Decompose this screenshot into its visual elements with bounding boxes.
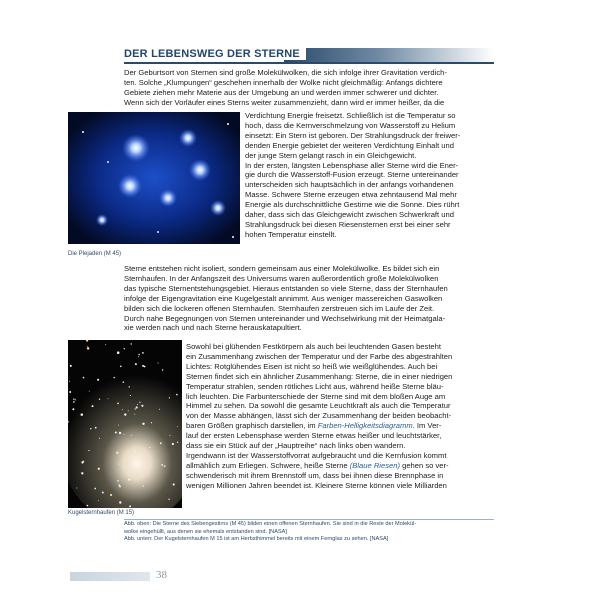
- globular-cluster-image: [68, 340, 182, 508]
- text-line: Der Geburtsort von Sternen sind große Molekülwolken, die sich infolge ihrer Gravitation verdich-: [124, 68, 447, 77]
- text-line: infolge der Eigengravitation eine Kugelgestalt annimmt. Aus weniger massereichen Gaswolken: [124, 293, 443, 303]
- text-line: wenigen Millionen Jahren beendet ist. Kleinere Sterne können viele Milliarden: [186, 480, 447, 490]
- text-line: In der ersten, längsten Lebensphase aller Sterne wird die Ener-: [245, 160, 459, 170]
- paragraph-clusters: [124, 264, 494, 333]
- text-line: ten. Solche „Klumpungen“ geschehen innerhalb der Wolke nicht gleichmäßig: Anfangs dichtere: [124, 77, 443, 87]
- text-line: Lichtes: Rotglühendes Eisen ist nicht so heiß wie weißglühendes. Auch bei: [186, 361, 438, 371]
- text-line: lauf der ersten Lebensphase werden Sterne etwas heißer und leuchtstärker,: [186, 431, 442, 441]
- text-line: Durch nahe Begegnungen von Sternen untereinander und Wechselwirkung mit der Heimatgala-: [124, 313, 446, 323]
- text-line: bilden sich die lockeren offenen Sternhaufen. Sternhaufen zerstreuen sich im Laufe der Zeit.: [124, 303, 435, 313]
- text-line: schwenderisch mit ihrem Brennstoff um, dass bei ihnen diese Brennphase in: [186, 470, 444, 480]
- text-line: Sternhaufen. In der Anfangszeit des Universums waren außerordentlich große Molekülwolken: [124, 273, 439, 283]
- text-line: Gebiete ziehen mehr Materie aus der Umgebung an und werden immer schwerer und dichter.: [124, 87, 439, 97]
- term-color-magnitude-diagram[interactable]: Farben-Helligkeitsdiagramm: [317, 421, 413, 431]
- figure-footnotes: [124, 521, 494, 544]
- text-line: Masse. Schwere Sterne erzeugen etwa zehntausend Mal mehr: [245, 190, 457, 200]
- footnote-above-line: wolke eingehüllt, aus denen sie ehemals entstanden sind. [NASA]: [124, 528, 287, 535]
- text-fragment: gehen so ver-: [400, 460, 449, 470]
- term-blue-giants[interactable]: (Blaue Riesen): [349, 460, 400, 470]
- caption-cluster: Kugelsternhaufen (M 15): [68, 510, 135, 516]
- text-line: Sterne entstehen nicht isoliert, sondern gemeinsam aus einer Molekülwolke. Es bildet sich ein: [124, 264, 440, 273]
- text-line: ein Zusammenhang zwischen der Temperatur und der Farbe des abgestrahlten: [186, 351, 453, 361]
- text-line: Sternen findet sich ein ähnlicher Zusammenhang: Sterne, die in einer niedrigen: [186, 371, 453, 381]
- paragraph-colors: [186, 342, 494, 491]
- footnote-below: Abb. unten: Der Kugelsternhaufen M 15 ist am Herbsthimmel bereits mit einem Fernglas zu sehen. [NASA]: [124, 536, 389, 543]
- text-line: Temperatur strahlen, senden rötliches Licht aus, während heiße Sterne bläu-: [186, 381, 444, 391]
- text-fragment: . Im Ver-: [412, 421, 442, 431]
- text-line: Wenn sich der Vorläufer eines Sterns weiter zusammenzieht, dann wird er immer heißer, da die: [124, 97, 445, 107]
- text-line: Sowohl bei glühenden Festkörpern als auch bei leuchtenden Gasen besteht: [186, 342, 441, 351]
- text-line: Irgendwann ist der Wasserstoffvorrat aufgebraucht und die Kernfusion kommt: [186, 450, 447, 460]
- text-line: hohen Temperatur einstellt.: [245, 229, 337, 239]
- text-line: lich leuchten. Die Farbunterschiede der Sterne sind mit dem bloßen Auge am: [186, 391, 446, 401]
- text-line: das typische Sternentstehungsgebiet. Hieraus entstanden so viele Sterne, dass der Sternhaufen: [124, 283, 448, 293]
- text-line: gie durch die Wasserstoff-Fusion erzeugt. Sterne untereinander: [245, 170, 459, 180]
- text-fragment: baren Größen graphisch darstellen, im: [186, 421, 318, 431]
- text-line: daher, dass sich das Gleichgewicht zwischen Schwerkraft und: [245, 210, 454, 220]
- text-line: Energie als durchschnittliche Gestirne wie die Sonne. Dies rührt: [245, 200, 460, 210]
- text-line: Himmel zu sehen. Da sowohl die gesamte Leuchtkraft als auch die Temperatur: [186, 401, 451, 411]
- text-line: denden Energie gebietet der weiteren Verdichtung Einhalt und: [245, 140, 454, 150]
- text-line: hoch, dass die Kernverschmelzung von Wasserstoff zu Helium: [245, 120, 456, 130]
- footnote-above-line: Abb. oben: Die Sterne des Siebengestirns (M 45) bilden einen offenen Sternhaufen. Sie sind in die Reste der Molekül-: [124, 521, 417, 527]
- text-line: von der Masse abhängen, lässt sich der Zusammenhang der beiden beobacht-: [186, 411, 452, 421]
- text-fragment: allmählich zum Erliegen. Schwere, heiße Sterne: [186, 460, 350, 470]
- text-line: dass sie ein Stück auf der „Hauptreihe“ nach links oben wandern.: [186, 441, 406, 451]
- text-line: der junge Stern gelangt rasch in ein Gleichgewicht.: [245, 150, 417, 160]
- text-line: unterscheiden sich hauptsächlich in der anfangs vorhandenen: [245, 180, 454, 190]
- text-line: [186, 421, 494, 431]
- page-title: DER LEBENSWEG DER STERNE: [124, 48, 306, 60]
- text-line: [186, 461, 494, 471]
- text-line: Strahlungsdruck bei diesen Riesensternen erst bei einer sehr: [245, 219, 451, 229]
- caption-pleiades: Die Plejaden (M 45): [68, 251, 122, 257]
- text-line: einsetzt: Ein Stern ist geboren. Der Strahlungsdruck der freiwer-: [245, 130, 461, 140]
- pleiades-image: [68, 112, 240, 244]
- page-number-strip: [70, 572, 150, 581]
- paragraph-fusion: [245, 111, 494, 240]
- text-line: Verdichtung Energie freisetzt. Schließlich ist die Temperatur so: [245, 111, 456, 120]
- paragraph-intro: [124, 68, 494, 108]
- text-line: xie werden nach und nach Sterne herauskatapultiert.: [124, 323, 302, 333]
- page-number: 38: [156, 569, 167, 581]
- footnote-divider: [124, 519, 494, 520]
